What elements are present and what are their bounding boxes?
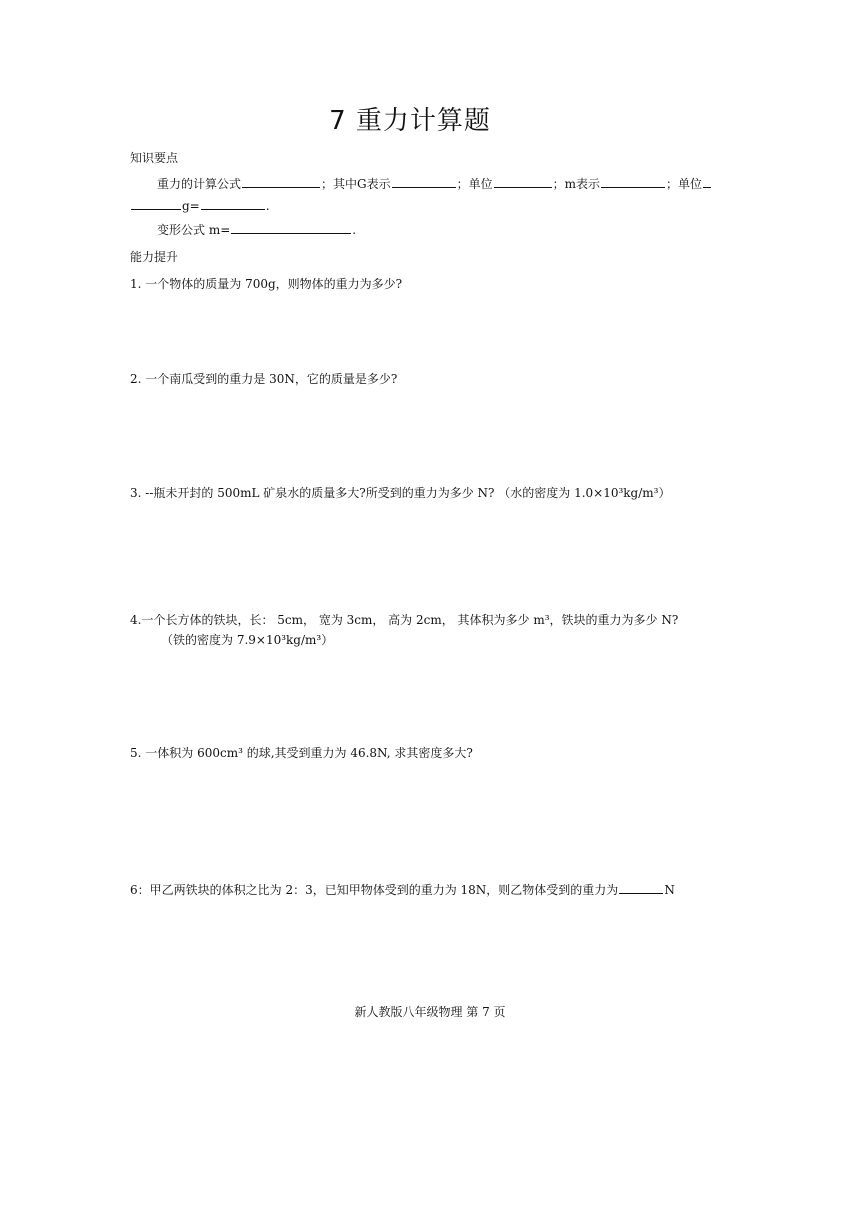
- section-heading-practice: 能力提升: [130, 250, 179, 264]
- fill-blank[interactable]: [494, 176, 552, 188]
- formula-text: 变形公式 m=: [157, 223, 231, 237]
- formula-line-3: [157, 222, 356, 238]
- fill-blank[interactable]: [242, 176, 320, 188]
- fill-blank[interactable]: [703, 176, 711, 188]
- formula-text: ；其中G表示: [321, 177, 391, 191]
- formula-text: g=: [182, 199, 200, 213]
- fill-blank[interactable]: [201, 198, 265, 210]
- formula-line-2: [130, 198, 270, 214]
- fill-blank[interactable]: [131, 198, 181, 210]
- formula-text: 重力的计算公式: [157, 177, 242, 191]
- question-2: 2. 一个南瓜受到的重力是 30N，它的质量是多少?: [130, 372, 398, 386]
- section-heading-knowledge: 知识要点: [130, 151, 179, 165]
- formula-text: .: [265, 199, 270, 213]
- question-6: [130, 882, 675, 898]
- fill-blank[interactable]: [601, 176, 665, 188]
- formula-text: .: [352, 223, 357, 237]
- answer-blank[interactable]: [619, 882, 663, 894]
- question-5: 5. 一体积为 600cm³ 的球,其受到重力为 46.8N, 求其密度多大?: [130, 746, 473, 760]
- question-1: 1. 一个物体的质量为 700g，则物体的重力为多少?: [130, 277, 403, 291]
- formula-text: ；单位: [666, 177, 703, 191]
- page-title: 7 重力计算题: [329, 106, 491, 136]
- formula-text: ；单位: [456, 177, 493, 191]
- question-3: 3. --瓶未开封的 500mL 矿泉水的质量多大?所受到的重力为多少 N? （水的密度为 1.0×10³kg/m³）: [130, 486, 671, 500]
- page-footer: 新人教版八年级物理 第 7 页: [354, 1005, 506, 1019]
- question-4-note: （铁的密度为 7.9×10³kg/m³）: [161, 633, 334, 647]
- question-4: 4.一个长方体的铁块，长： 5cm， 宽为 3cm， 高为 2cm， 其体积为多少 m³，铁块的重力为多少 N?: [130, 613, 679, 627]
- question-6-text: 6：甲乙两铁块的体积之比为 2：3，已知甲物体受到的重力为 18N，则乙物体受到的重力为: [130, 883, 619, 897]
- fill-blank[interactable]: [392, 176, 456, 188]
- formula-line-1: [157, 176, 712, 192]
- formula-text: ；m表示: [552, 177, 601, 191]
- question-6-unit: N: [664, 883, 675, 897]
- fill-blank[interactable]: [231, 222, 351, 234]
